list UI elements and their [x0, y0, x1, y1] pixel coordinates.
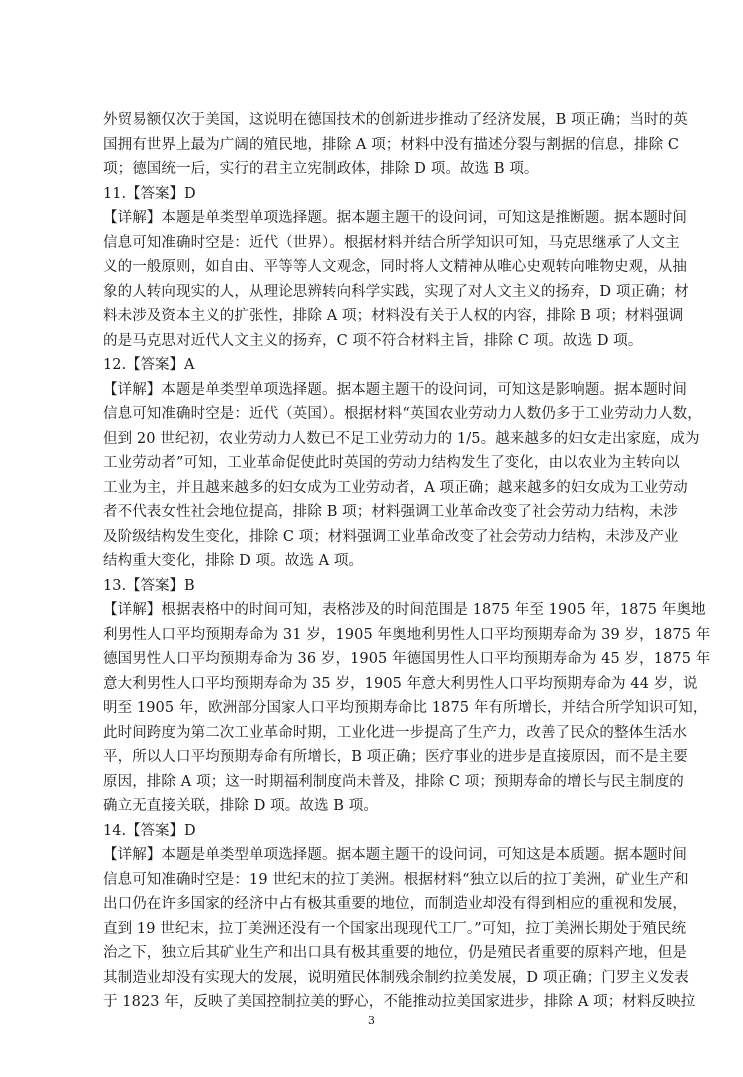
- text-line: 直到 19 世纪末，拉丁美洲还没有一个国家出现现代工厂。”可知，拉丁美洲长期处于殖民统: [103, 920, 687, 937]
- text-line: 德国男性人口平均预期寿命为 36 岁，1905 年德国男性人口平均预期寿命为 45 岁，1875 年: [103, 651, 711, 667]
- text-line: 原因，排除 A 项；这一时期福利制度尚未普及，排除 C 项；预期寿命的增长与民主制度的: [103, 773, 684, 790]
- explanation-11: [103, 206, 689, 353]
- text-line: 外贸易额仅次于美国，这说明在德国技术的创新进步推动了经济发展，B 项正确；当时的英: [103, 112, 688, 128]
- text-line: 确立无直接关联，排除 D 项。故选 B 项。: [103, 798, 378, 814]
- answer-11: 11.【答案】D: [103, 185, 196, 202]
- text-line: 结构重大变化，排除 D 项。故选 A 项。: [103, 553, 364, 569]
- text-line: 国拥有世界上最为广阔的殖民地，排除 A 项；材料中没有描述分裂与割据的信息，排除 C: [103, 136, 680, 153]
- text-line: 信息可知准确时空是：近代（英国）。根据材料“英国农业劳动力人数仍多于工业劳动力人数，: [103, 406, 702, 422]
- text-line: 信息可知准确时空是：19 世纪末的拉丁美洲。根据材料“独立以后的拉丁美洲，矿业生产和: [103, 871, 689, 888]
- text-line: 义的一般原则，如自由、平等等人文观念，同时将人文精神从唯心史观转向唯物史观，从抽: [103, 259, 687, 275]
- text-line: 但到 20 世纪初，农业劳动力人数已不足工业劳动力的 1/5。越来越多的妇女走出家庭，成为: [103, 430, 700, 447]
- text-line: 工业为主，并且越来越多的妇女成为工业劳动者，A 项正确；越来越多的妇女成为工业劳动: [103, 479, 688, 496]
- explanation-14: [103, 843, 696, 1015]
- text-line: 平，所以人口平均预期寿命有所增长，B 项正确；医疗事业的进步是直接原因，而不是主要: [103, 749, 688, 765]
- text-line: 此时间跨度为第二次工业革命时期，工业化进一步提高了生产力，改善了民众的整体生活水: [103, 724, 687, 741]
- answer-14: 14.【答案】D: [103, 822, 196, 839]
- text-line: 项；德国统一后，实行的君主立宪制政体，排除 D 项。故选 B 项。: [103, 161, 539, 177]
- text-line: 出口仍在许多国家的经济中占有极其重要的地位，而制造业却没有得到相应的重视和发展，: [103, 896, 687, 912]
- text-line: 信息可知准确时空是：近代（世界）。根据材料并结合所学知识可知，马克思继承了人文主: [103, 234, 680, 251]
- text-line: 【详解】本题是单类型单项选择题。据本题主题干的设问词，可知这是推断题。据本题时间: [103, 210, 687, 226]
- text-line: 及阶级结构发生变化，排除 C 项；材料强调工业革命改变了社会劳动力结构，未涉及产业: [103, 528, 679, 545]
- text-line: 【详解】本题是单类型单项选择题。据本题主题干的设问词，可知这是影响题。据本题时间: [103, 381, 687, 398]
- explanation-13: [103, 598, 711, 819]
- text-line: 其制造业却没有实现大的发展，说明殖民体制残余制约拉美发展，D 项正确；门罗主义发表: [103, 969, 689, 986]
- text-line: 象的人转向现实的人，从理论思辨转向科学实践，实现了对人文主义的扬弃，D 项正确；材: [103, 283, 689, 300]
- continuation-paragraph: [103, 108, 688, 182]
- text-line: 的是马克思对近代人文主义的扬弃，C 项不符合材料主旨，排除 C 项。故选 D 项。: [103, 332, 643, 349]
- text-line: 【详解】根据表格中的时间可知，表格涉及的时间范围是 1875 年至 1905 年，1875 年奥地: [103, 602, 706, 618]
- answer-13: 13.【答案】B: [103, 577, 195, 594]
- text-line: 治之下，独立后其矿业生产和出口具有极其重要的地位，仍是殖民者重要的原料产地，但是: [103, 945, 687, 961]
- explanation-12: [103, 378, 702, 574]
- text-line: 工业劳动者”可知，工业革命促使此时英国的劳动力结构发生了变化，由以农业为主转向以: [103, 455, 680, 471]
- answer-12: 12.【答案】A: [103, 357, 195, 373]
- text-line: 料未涉及资本主义的扩张性，排除 A 项；材料没有关于人权的内容，排除 B 项；材料强调: [103, 308, 684, 324]
- text-line: 利男性人口平均预期寿命为 31 岁，1905 年奥地利男性人口平均预期寿命为 39 岁，1875 年: [103, 626, 711, 643]
- page-number: 3: [368, 1014, 375, 1027]
- text-line: 意大利男性人口平均预期寿命为 35 岁，1905 年意大利男性人口平均预期寿命为 44 岁，说: [103, 675, 698, 692]
- text-line: 【详解】本题是单类型单项选择题。据本题主题干的设问词，可知这是本质题。据本题时间: [103, 847, 687, 863]
- text-line: 于 1823 年，反映了美国控制拉美的野心，不能推动拉美国家进步，排除 A 项；材料反映拉: [103, 994, 696, 1010]
- text-line: 者不代表女性社会地位提高，排除 B 项；材料强调工业革命改变了社会劳动力结构，未涉: [103, 504, 678, 520]
- text-line: 明至 1905 年，欧洲部分国家人口平均预期寿命比 1875 年有所增长，并结合所学知识可知，: [103, 700, 708, 716]
